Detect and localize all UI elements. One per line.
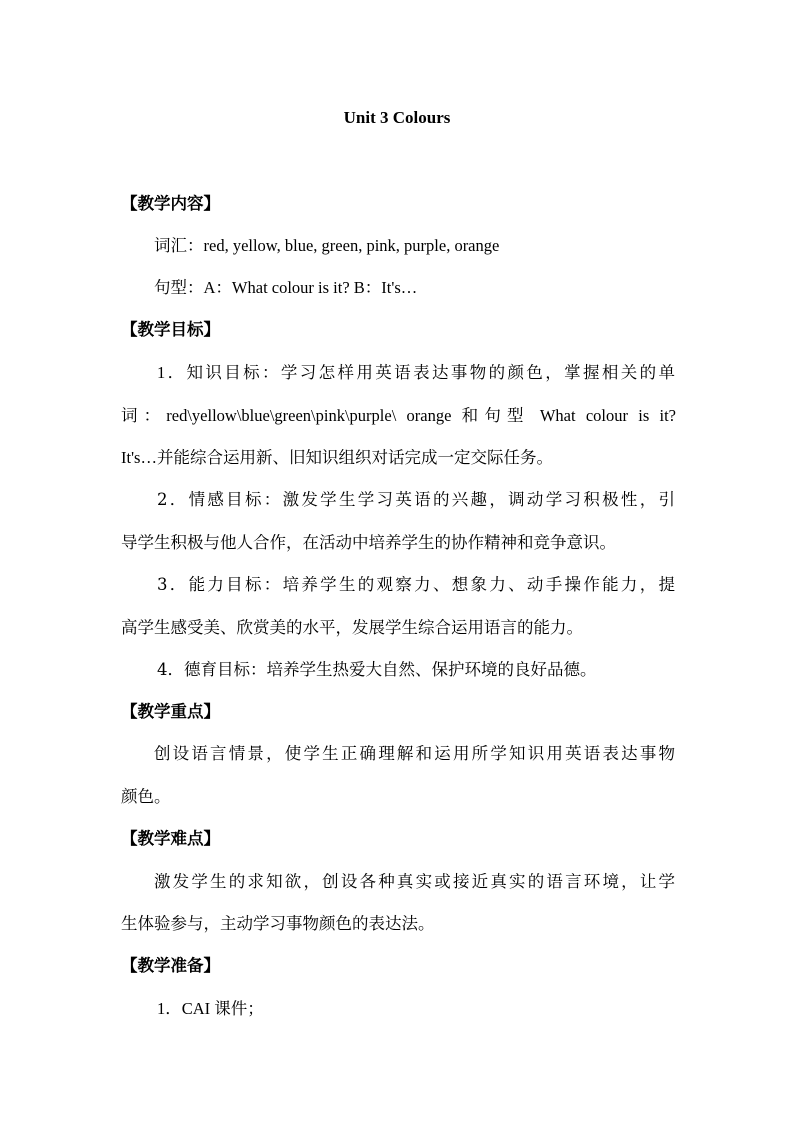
goal-3-line-1: 3．能力目标：培养学生的观察力、想象力、动手操作能力，提 (157, 575, 675, 594)
goal-2-line-2: 导学生积极与他人合作，在活动中培养学生的协作精神和竞争意识。 (121, 533, 616, 552)
key-points-line-1: 创设语言情景，使学生正确理解和运用所学知识用英语表达事物 (154, 744, 675, 763)
difficult-points-line-1: 激发学生的求知欲，创设各种真实或接近真实的语言环境，让学 (154, 872, 675, 891)
key-points-line-2: 颜色。 (121, 787, 171, 806)
heading-teaching-goals: 【教学目标】 (121, 320, 220, 339)
heading-difficult-points: 【教学难点】 (121, 829, 220, 848)
goal-3-line-2: 高学生感受美、欣赏美的水平，发展学生综合运用语言的能力。 (121, 618, 583, 637)
document-title: Unit 3 Colours (343, 108, 451, 127)
heading-teaching-content: 【教学内容】 (121, 194, 220, 213)
heading-key-points: 【教学重点】 (121, 702, 220, 721)
goal-1-line-1: 1．知识目标：学习怎样用英语表达事物的颜色，掌握相关的单 (157, 363, 675, 382)
goal-2-line-1: 2．情感目标：激发学生学习英语的兴趣，调动学习积极性，引 (157, 490, 675, 509)
difficult-points-line-2: 生体验参与，主动学习事物颜色的表达法。 (121, 914, 435, 933)
goal-1-line-2: 词：red\yellow\blue\green\pink\purple\ orange 和句型 What colour is it? (121, 406, 676, 425)
goal-1-line-3: It's…并能综合运用新、旧知识组织对话完成一定交际任务。 (121, 448, 553, 467)
goal-4-line-1: 4．德育目标：培养学生热爱大自然、保护环境的良好品德。 (157, 660, 597, 679)
vocab-line: 词汇：red, yellow, blue, green, pink, purple, orange (154, 236, 500, 255)
heading-teaching-preparation: 【教学准备】 (121, 956, 220, 975)
sentence-pattern-line: 句型：A：What colour is it? B：It's… (154, 278, 418, 297)
preparation-item-1: 1．CAI 课件； (157, 999, 264, 1018)
